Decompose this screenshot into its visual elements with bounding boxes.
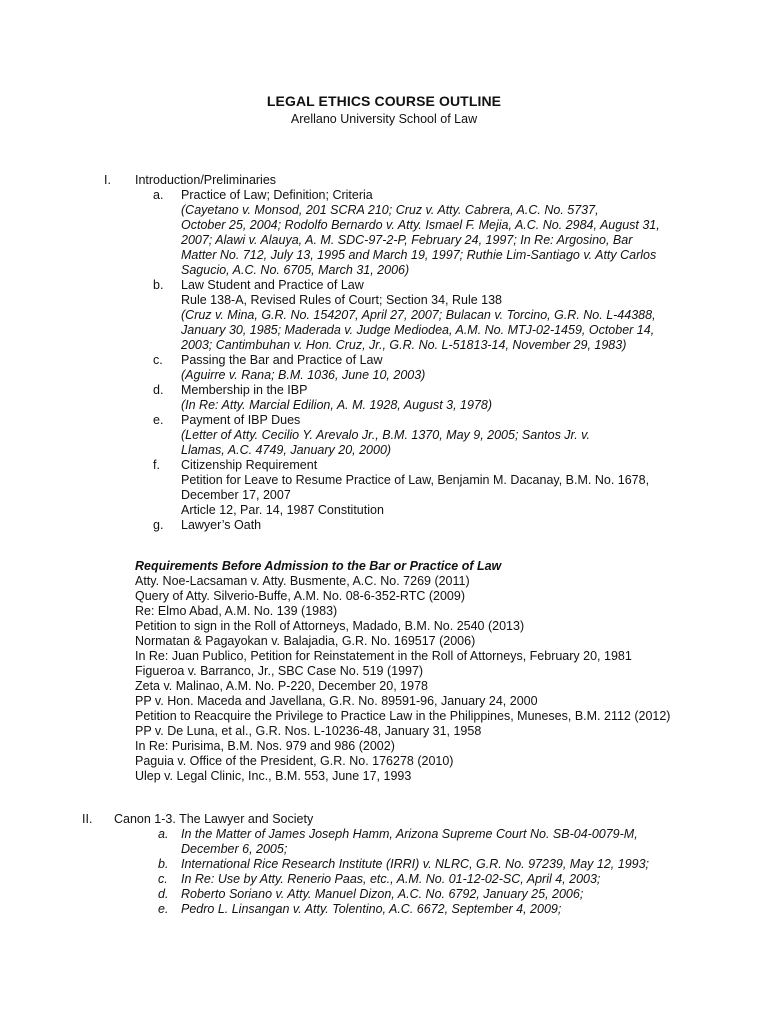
citation-line: Matter No. 712, July 13, 1995 and March 19, 1997; Ruthie Lim-Santiago v. Atty Carlos — [181, 248, 657, 262]
item-text: Payment of IBP Dues — [181, 413, 301, 427]
requirement-item: Petition to Reacquire the Privilege to Practice Law in the Philippines, Muneses, B.M. 2112 (2012) — [135, 709, 671, 723]
requirement-item: Paguia v. Office of the President, G.R. No. 176278 (2010) — [135, 754, 454, 768]
requirement-item: Re: Elmo Abad, A.M. No. 139 (1983) — [135, 604, 338, 618]
item-letter: a. — [153, 188, 164, 202]
item-letter: f. — [153, 458, 160, 472]
citation-line: October 25, 2004; Rodolfo Bernardo v. Atty. Ismael F. Mejia, A.C. No. 2984, August 31, — [181, 218, 660, 232]
citation-line: December 6, 2005; — [181, 842, 288, 856]
item-letter: c. — [158, 872, 168, 886]
item-text: Law Student and Practice of Law — [181, 278, 364, 292]
citation-line: January 30, 1985; Maderada v. Judge Mediodea, A.M. No. MTJ-02-1459, October 14, — [181, 323, 655, 337]
item-text: Citizenship Requirement — [181, 458, 318, 472]
item-letter: a. — [158, 827, 169, 841]
item-text: Membership in the IBP — [181, 383, 308, 397]
item-letter: e. — [153, 413, 164, 427]
citation-line: International Rice Research Institute (IRRI) v. NLRC, G.R. No. 97239, May 12, 1993; — [181, 857, 650, 871]
section-heading: Introduction/Preliminaries — [135, 173, 277, 187]
requirement-item: Zeta v. Malinao, A.M. No. P-220, December 20, 1978 — [135, 679, 428, 693]
item-text: Passing the Bar and Practice of Law — [181, 353, 383, 367]
item-text: Lawyer’s Oath — [181, 518, 262, 532]
requirement-item: Atty. Noe-Lacsaman v. Atty. Busmente, A.C. No. 7269 (2011) — [135, 574, 470, 588]
item-text: Petition for Leave to Resume Practice of Law, Benjamin M. Dacanay, B.M. No. 1678, — [181, 473, 650, 487]
citation-line: Sagucio, A.C. No. 6705, March 31, 2006) — [181, 263, 410, 277]
requirement-item: Petition to sign in the Roll of Attorneys, Madado, B.M. No. 2540 (2013) — [135, 619, 525, 633]
item-letter: g. — [153, 518, 164, 532]
requirement-item: PP v. Hon. Maceda and Javellana, G.R. No. 89591-96, January 24, 2000 — [135, 694, 538, 708]
item-text: Rule 138-A, Revised Rules of Court; Section 34, Rule 138 — [181, 293, 503, 307]
item-letter: b. — [153, 278, 164, 292]
citation-line: (In Re: Atty. Marcial Edilion, A. M. 1928, August 3, 1978) — [181, 398, 493, 412]
requirements-heading: Requirements Before Admission to the Bar or Practice of Law — [135, 559, 502, 573]
page-subtitle: Arellano University School of Law — [290, 112, 478, 126]
requirement-item: Normatan & Pagayokan v. Balajadia, G.R. No. 169517 (2006) — [135, 634, 476, 648]
citation-line: (Cruz v. Mina, G.R. No. 154207, April 27, 2007; Bulacan v. Torcino, G.R. No. L-44388, — [181, 308, 656, 322]
citation-line: Llamas, A.C. 4749, January 20, 2000) — [181, 443, 392, 457]
citation-line: 2007; Alawi v. Alauya, A. M. SDC-97-2-P, February 24, 1997; In Re: Argosino, Bar — [181, 233, 633, 247]
item-text: Article 12, Par. 14, 1987 Constitution — [181, 503, 384, 517]
section-heading: Canon 1-3. The Lawyer and Society — [114, 812, 314, 826]
item-text: Practice of Law; Definition; Criteria — [181, 188, 373, 202]
citation-line: 2003; Cantimbuhan v. Hon. Cruz, Jr., G.R. No. L-51813-14, November 29, 1983) — [181, 338, 627, 352]
citation-line: (Aguirre v. Rana; B.M. 1036, June 10, 2003) — [181, 368, 426, 382]
requirement-item: Query of Atty. Silverio-Buffe, A.M. No. 08-6-352-RTC (2009) — [135, 589, 465, 603]
item-letter: e. — [158, 902, 169, 916]
item-text: December 17, 2007 — [181, 488, 291, 502]
item-letter: c. — [153, 353, 163, 367]
citation-line: (Letter of Atty. Cecilio Y. Arevalo Jr., B.M. 1370, May 9, 2005; Santos Jr. v. — [181, 428, 590, 442]
citation-line: In the Matter of James Joseph Hamm, Arizona Supreme Court No. SB-04-0079-M, — [181, 827, 638, 841]
page-title: LEGAL ETHICS COURSE OUTLINE — [266, 93, 502, 109]
item-letter: d. — [153, 383, 164, 397]
requirement-item: PP v. De Luna, et al., G.R. Nos. L-10236-48, January 31, 1958 — [135, 724, 482, 738]
requirement-item: Figueroa v. Barranco, Jr., SBC Case No. 519 (1997) — [135, 664, 424, 678]
citation-line: (Cayetano v. Monsod, 201 SCRA 210; Cruz v. Atty. Cabrera, A.C. No. 5737, — [181, 203, 599, 217]
requirement-item: In Re: Purisima, B.M. Nos. 979 and 986 (2002) — [135, 739, 395, 753]
section-numeral: I. — [104, 173, 111, 187]
requirement-item: Ulep v. Legal Clinic, Inc., B.M. 553, June 17, 1993 — [135, 769, 412, 783]
citation-line: Pedro L. Linsangan v. Atty. Tolentino, A.C. 6672, September 4, 2009; — [181, 902, 562, 916]
citation-line: In Re: Use by Atty. Renerio Paas, etc., A.M. No. 01-12-02-SC, April 4, 2003; — [181, 872, 601, 886]
section-numeral: II. — [82, 812, 93, 826]
requirement-item: In Re: Juan Publico, Petition for Reinstatement in the Roll of Attorneys, February 20, 1981 — [135, 649, 632, 663]
item-letter: d. — [158, 887, 169, 901]
citation-line: Roberto Soriano v. Atty. Manuel Dizon, A.C. No. 6792, January 25, 2006; — [181, 887, 584, 901]
item-letter: b. — [158, 857, 169, 871]
